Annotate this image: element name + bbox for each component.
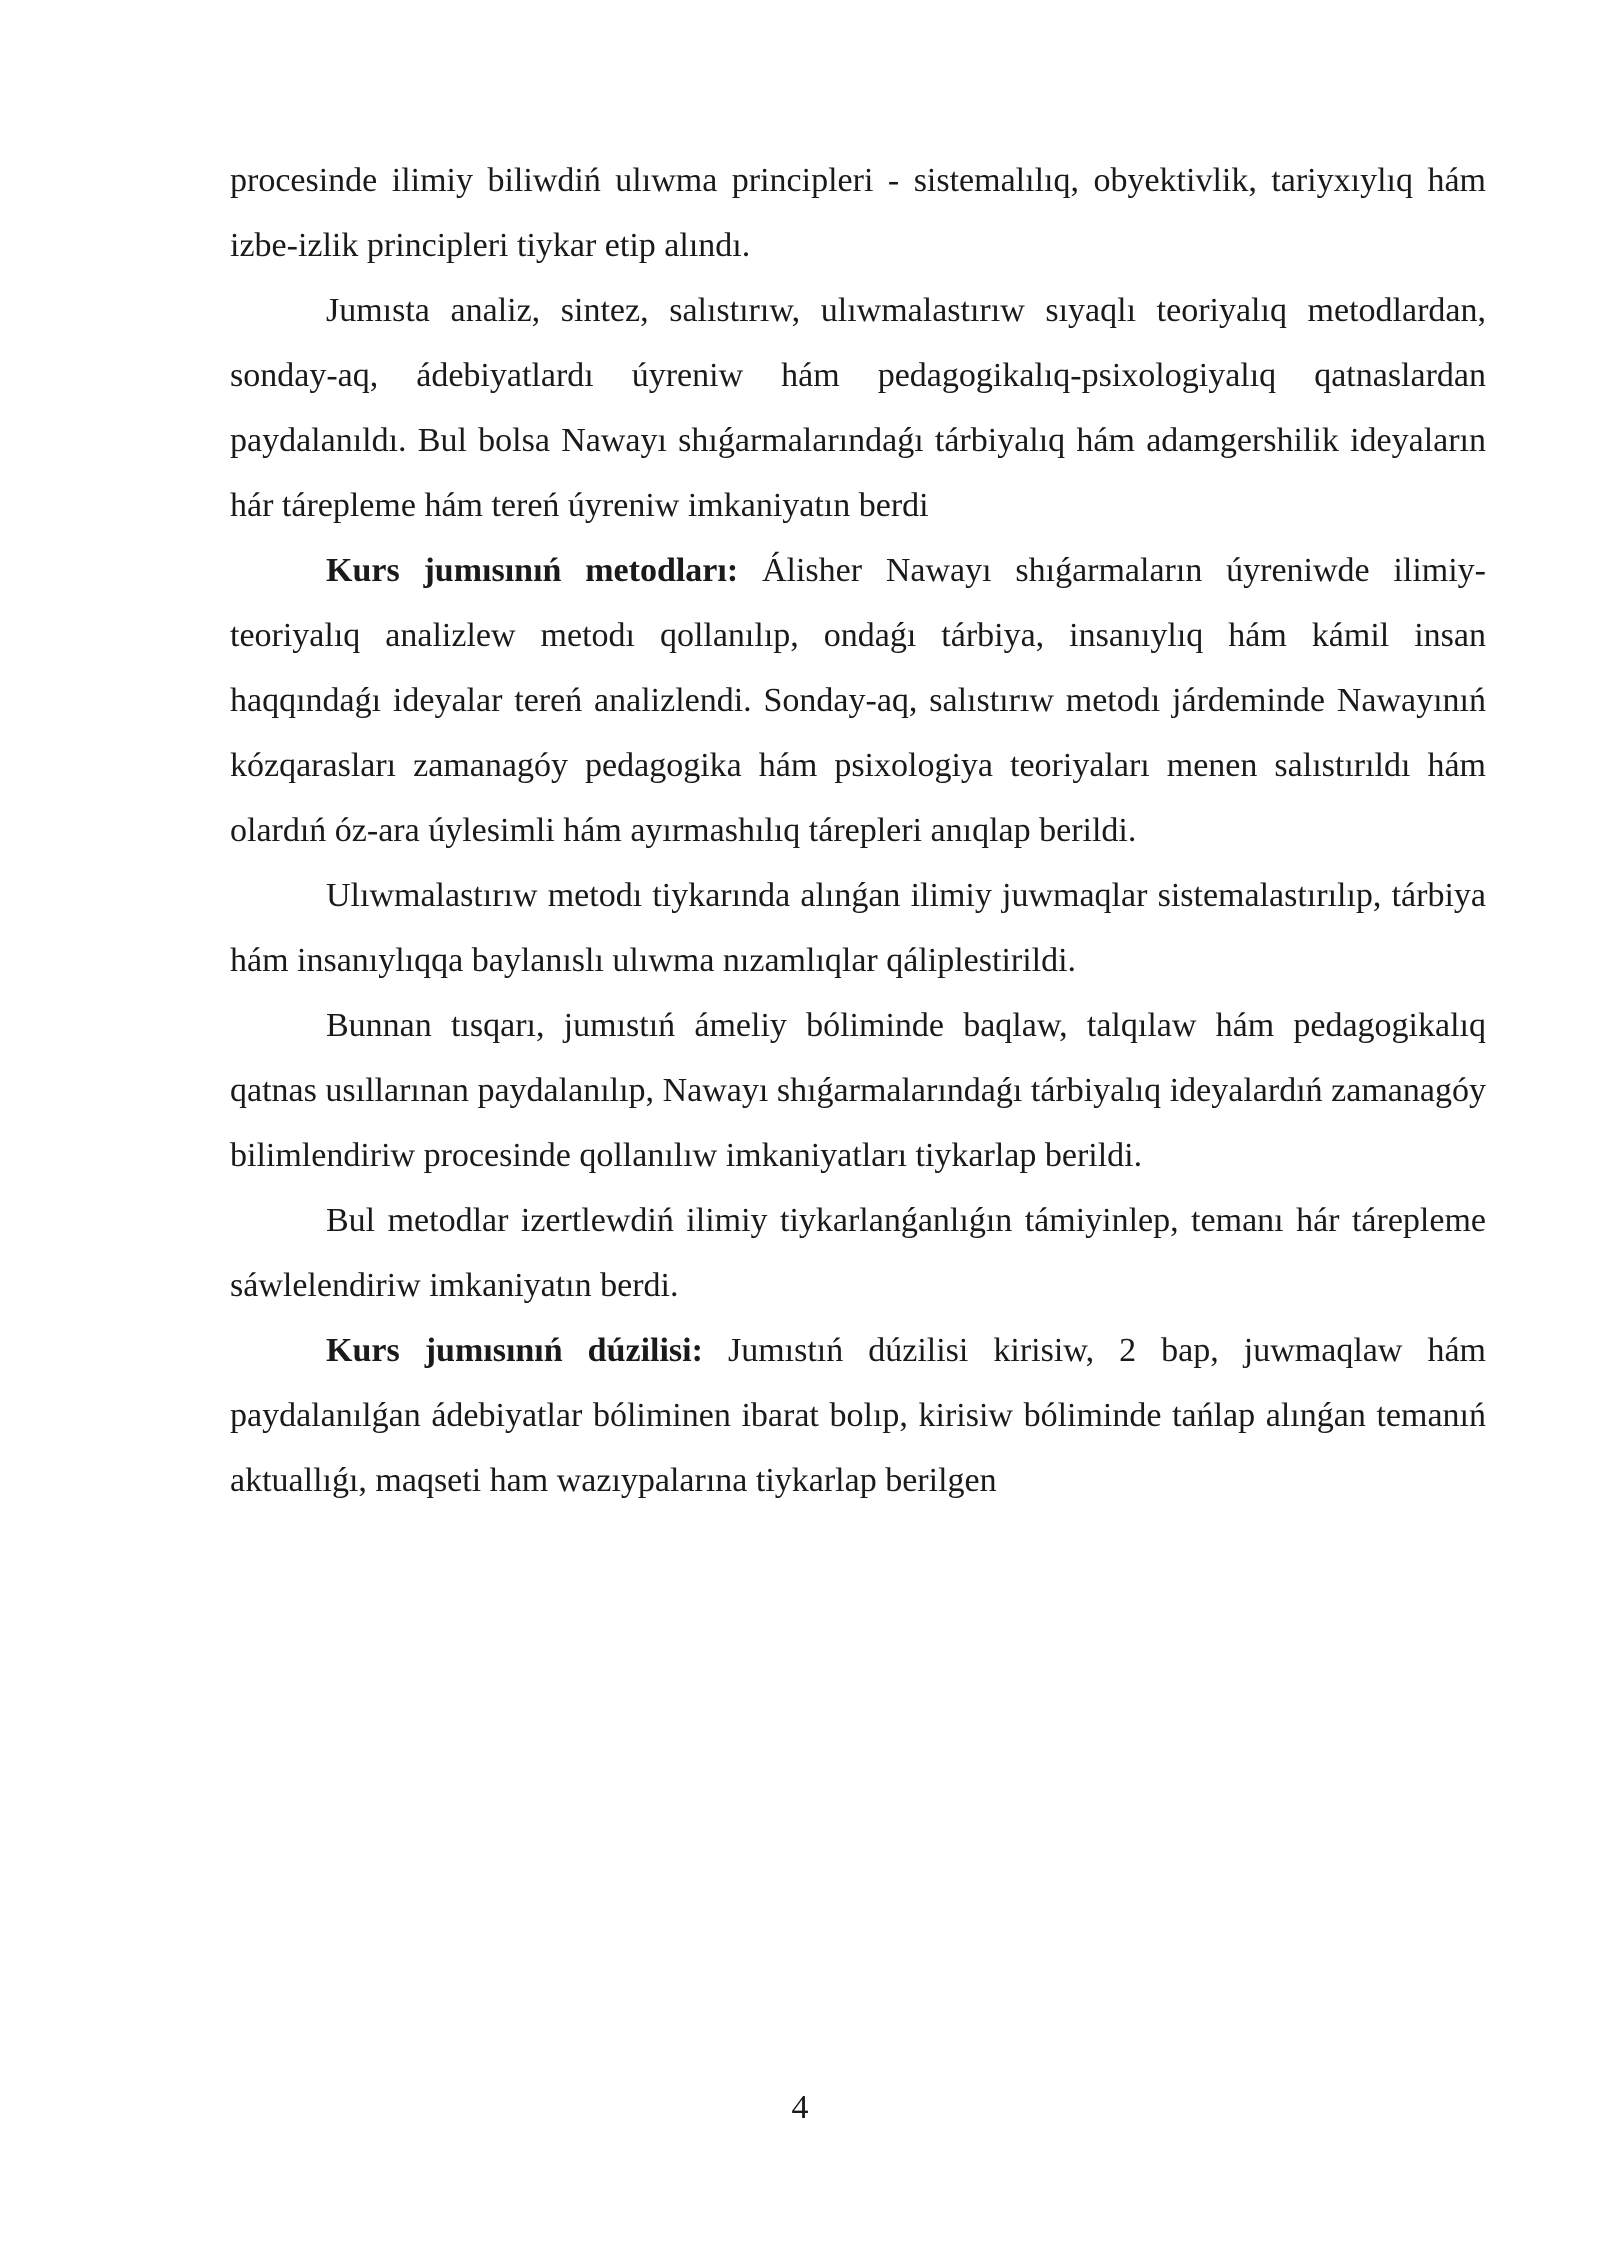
paragraph-practical <box>230 993 1486 1188</box>
paragraph-course-structure <box>230 1318 1486 1513</box>
paragraph-text: Álisher Nawayı shıǵarmaların úyreniwde ilimiy-teoriyalıq analizlew metodı qollanılıp, ondaǵı tárbiya, insanıylıq hám kámil insan haqqındaǵı ideyalar tereń analizlendi. Sonday-aq, salıstırıw metodı járdeminde Nawayınıń kózqarasları zamanagóy pedagogika hám psixologiya teoriyaları menen salıstırıldı hám olardıń óz-ara úylesimli hám ayırmashılıq tárepleri anıqlap berildi. <box>230 552 1486 849</box>
body-text <box>230 148 1486 1513</box>
paragraph-heading: Kurs jumısınıń dúzilisi: <box>326 1332 703 1369</box>
paragraph-generalization <box>230 863 1486 993</box>
page-number: 4 <box>791 2089 809 2126</box>
paragraph-continuation <box>230 148 1486 278</box>
paragraph-text: Jumısta analiz, sintez, salıstırıw, ulıwmalastırıw sıyaqlı teoriyalıq metodlardan, sonday-aq, ádebiyatlardı úyreniw hám pedagogikalıq-psixologiyalıq qatnaslardan paydalanıldı. Bul bolsa Nawayı shıǵarmalarındaǵı tárbiyalıq hám adamgershilik ideyaların hár tárepleme hám tereń úyreniw imkaniyatın berdi <box>230 292 1486 524</box>
paragraph-conclusion-methods <box>230 1188 1486 1318</box>
paragraph-text: Ulıwmalastırıw metodı tiykarında alınǵan ilimiy juwmaqlar sistemalastırılıp, tárbiya hám insanıylıqqa baylanıslı ulıwma nızamlıqlar qáliplestirildi. <box>230 877 1486 979</box>
paragraph-text: Bunnan tısqarı, jumıstıń ámeliy bóliminde baqlaw, talqılaw hám pedagogikalıq qatnas usıllarınan paydalanılıp, Nawayı shıǵarmalarındaǵı tárbiyalıq ideyalardıń zamanagóy bilimlendiriw procesinde qollanılıw imkaniyatları tiykarlap berildi. <box>230 1007 1486 1174</box>
paragraph-course-methods <box>230 538 1486 863</box>
paragraph-text: Bul metodlar izertlewdiń ilimiy tiykarlanǵanlıǵın támiyinlep, temanı hár tárepleme sáwlelendiriw imkaniyatın berdi. <box>230 1202 1486 1304</box>
paragraph-heading: Kurs jumısınıń metodları: <box>326 552 739 589</box>
paragraph-methods-intro <box>230 278 1486 538</box>
paragraph-text: Jumıstıń dúzilisi kirisiw, 2 bap, juwmaqlaw hám paydalanılǵan ádebiyatlar bóliminen ibarat bolıp, kirisiw bóliminde tańlap alınǵan temanıń aktuallıǵı, maqseti ham wazıypalarına tiykarlap berilgen <box>230 1332 1486 1499</box>
paragraph-text: procesinde ilimiy biliwdiń ulıwma principleri - sistemalılıq, obyektivlik, tariyxıylıq hám izbe-izlik principleri tiykar etip alındı. <box>230 162 1486 264</box>
